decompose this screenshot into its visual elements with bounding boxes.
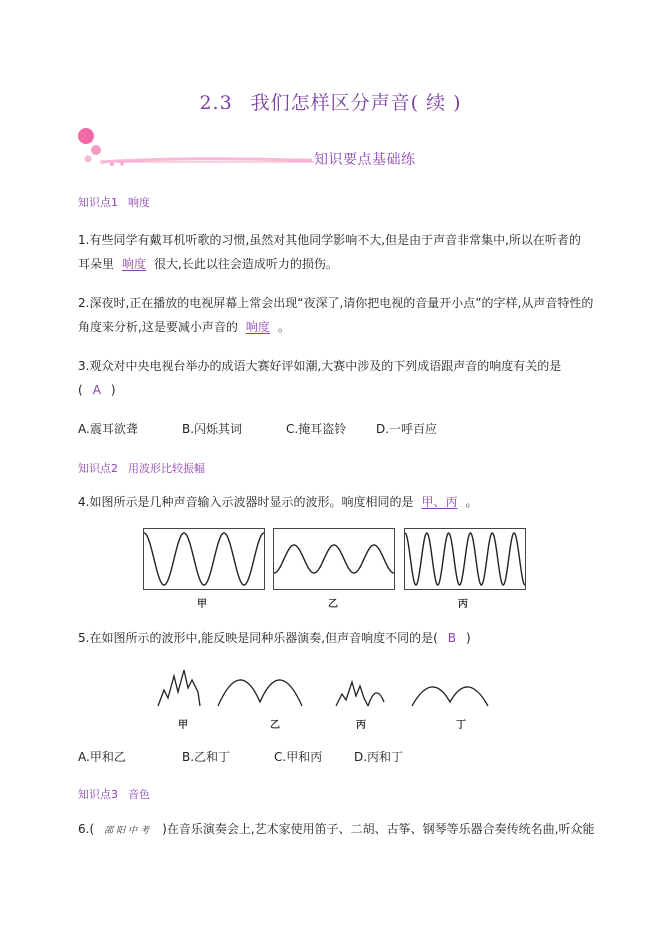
option-c: C.掩耳盗铃 <box>286 422 347 436</box>
knowledge-point-topic: 响度 <box>128 196 150 209</box>
banner-dot-small <box>85 156 92 163</box>
question-4-suffix: 。 <box>465 495 478 509</box>
question-2 <box>78 291 598 339</box>
question-3-options <box>78 420 437 437</box>
question-2-line-2 <box>78 315 598 339</box>
waveform-bing-graph <box>405 529 525 589</box>
answer-choice: A <box>92 383 101 397</box>
paren-close: ) <box>110 383 116 397</box>
question-5-suffix: ) <box>466 631 471 645</box>
waveform-bing <box>404 528 526 590</box>
banner-dot-medium <box>91 145 101 155</box>
waveform-label-yi: 乙 <box>328 599 338 610</box>
knowledge-point-label: 知识点3 <box>78 788 118 801</box>
question-3 <box>78 354 598 402</box>
question-1 <box>78 228 598 276</box>
question-6-text: )在音乐演奏会上,艺术家使用笛子、二胡、古筝、钢琴等乐器合奏传统名曲,听众能 <box>162 822 595 836</box>
answer-blank: 响度 <box>122 257 147 271</box>
waveform-bing-arch <box>368 693 384 706</box>
question-1-line-2 <box>78 252 598 276</box>
option-a: A.甲和乙 <box>78 750 126 764</box>
waveform-bing-jagged <box>336 682 368 706</box>
question-6 <box>78 817 618 843</box>
waveform-label-jia: 甲 <box>197 599 207 610</box>
question-6-prefix: 6.( <box>78 822 95 836</box>
option-c: C.甲和丙 <box>274 750 323 764</box>
waveform-label-yi: 乙 <box>270 720 280 731</box>
knowledge-point-1 <box>78 194 150 210</box>
question-2-prefix: 角度来分析,这是要减小声音的 <box>78 320 238 334</box>
waveform-jia-graph <box>144 529 264 589</box>
question-4 <box>78 490 598 514</box>
question-5 <box>78 626 598 650</box>
option-d: D.一呼百应 <box>376 422 438 436</box>
question-2-suffix: 。 <box>277 320 290 334</box>
waveform-yi-graph <box>274 529 394 589</box>
instrument-waveforms <box>150 662 520 714</box>
knowledge-point-topic: 用波形比较振幅 <box>128 462 205 475</box>
waveform-yi <box>273 528 395 590</box>
banner-dot-tiny <box>120 162 123 165</box>
waveform-label-bing: 丙 <box>356 720 366 731</box>
question-1-suffix: 很大,长此以往会造成听力的损伤。 <box>154 257 338 271</box>
question-1-prefix: 耳朵里 <box>78 257 115 271</box>
knowledge-point-2 <box>78 460 205 476</box>
section-title: 我们怎样区分声音( 续 ) <box>250 92 462 114</box>
knowledge-point-label: 知识点2 <box>78 462 118 475</box>
knowledge-point-label: 知识点1 <box>78 196 118 209</box>
banner-title: 知识要点基础练 <box>314 152 416 168</box>
option-a: A.震耳欲聋 <box>78 422 138 436</box>
sine-wave-line <box>144 533 264 585</box>
question-5-options <box>78 748 403 765</box>
sine-wave-line <box>274 545 394 573</box>
sine-wave-line <box>405 533 525 585</box>
waveform-label-bing: 丙 <box>458 599 468 610</box>
waveform-jia <box>143 528 265 590</box>
answer-blank: 甲、丙 <box>421 495 458 509</box>
option-b: B.乙和丁 <box>182 750 231 764</box>
banner-dot-large <box>78 128 94 144</box>
page-title <box>0 88 661 115</box>
knowledge-point-topic: 音色 <box>128 788 150 801</box>
answer-blank: 响度 <box>245 320 270 334</box>
question-5-prefix: 5.在如图所示的波形中,能反映是同种乐器演奏,但声音响度不同的是( <box>78 631 438 645</box>
option-b: B.闪烁其词 <box>182 422 243 436</box>
waveform-jia-jagged <box>158 670 200 706</box>
question-3-line-2 <box>78 378 598 402</box>
question-3-line-1: 3.观众对中央电视台举办的成语大赛好评如潮,大赛中涉及的下列成语跟声音的响度有关的是 <box>78 359 562 373</box>
answer-choice: B <box>447 631 456 645</box>
question-4-prefix: 4.如图所示是几种声音输入示波器时显示的波形。响度相同的是 <box>78 495 414 509</box>
waveform-ding-arches <box>412 687 488 706</box>
section-number: 2.3 <box>199 92 233 114</box>
question-2-line-1: 2.深夜时,正在播放的电视屏幕上常会出现“夜深了,请你把电视的音量开小点”的字样,从声音特性的 <box>78 296 594 310</box>
exam-source-stamp: 邵阳中考 <box>104 826 153 836</box>
waveform-yi-arches <box>218 680 302 706</box>
knowledge-point-3 <box>78 786 150 802</box>
waveform-label-ding: 丁 <box>456 720 466 731</box>
option-d: D.丙和丁 <box>354 750 404 764</box>
question-1-line-1: 1.有些同学有戴耳机听歌的习惯,虽然对其他同学影响不大,但是由于声音非常集中,所以在听者的 <box>78 233 581 247</box>
paren-open: ( <box>78 383 83 397</box>
waveform-label-jia: 甲 <box>178 720 188 731</box>
